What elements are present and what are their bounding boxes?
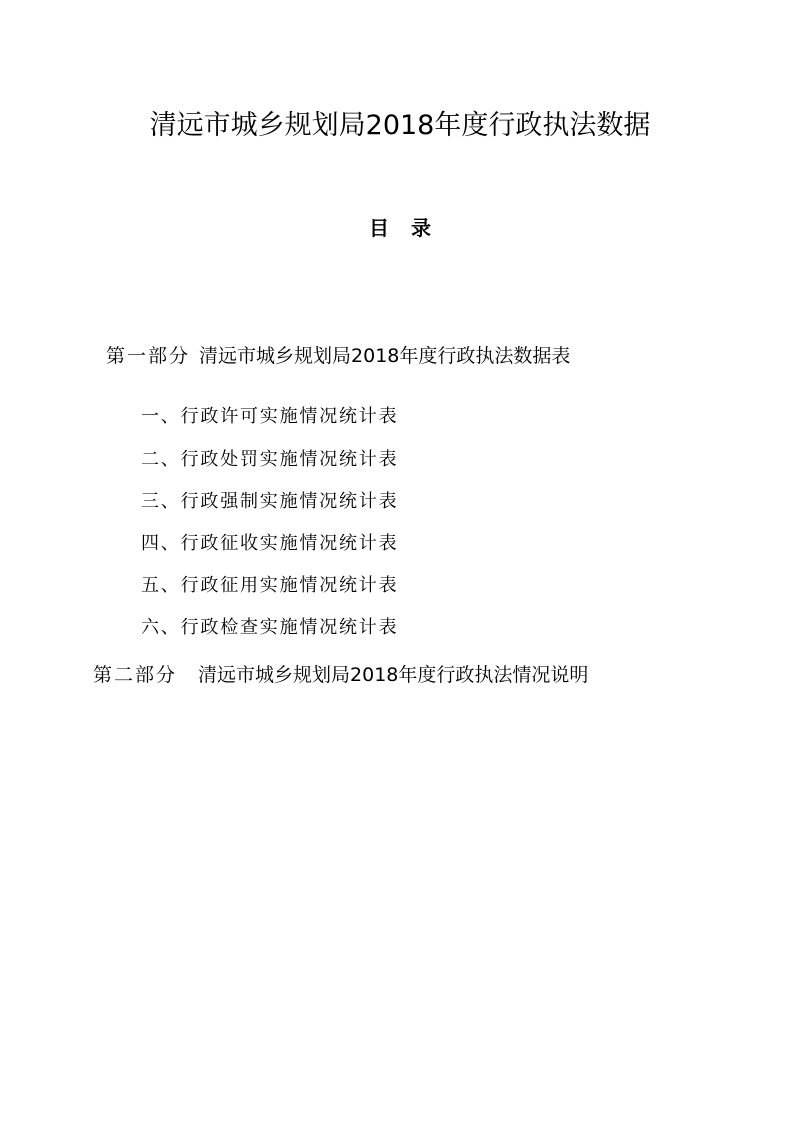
toc-item-administrative-penalty: 二、行政处罚实施情况统计表 [141,449,399,470]
toc-item-administrative-licensing: 一、行政许可实施情况统计表 [141,406,399,427]
part-two-title: 清远市城乡规划局2018年度行政执法情况说明 [198,664,589,686]
part-one-label: 第一部分 [106,345,191,367]
document-title: 清远市城乡规划局2018年度行政执法数据 [149,110,651,141]
part-one-title: 清远市城乡规划局2018年度行政执法数据表 [199,345,571,367]
toc-item-administrative-requisition: 五、行政征用实施情况统计表 [141,575,399,596]
toc-item-administrative-levy: 四、行政征收实施情况统计表 [141,533,399,554]
part-two-heading [93,661,588,689]
toc-item-administrative-inspection: 六、行政检查实施情况统计表 [141,617,399,638]
toc-heading: 目录 [369,216,453,240]
part-two-label: 第二部分 [93,664,178,686]
toc-item-administrative-enforcement: 三、行政强制实施情况统计表 [141,491,399,512]
part-one-heading [106,342,570,370]
